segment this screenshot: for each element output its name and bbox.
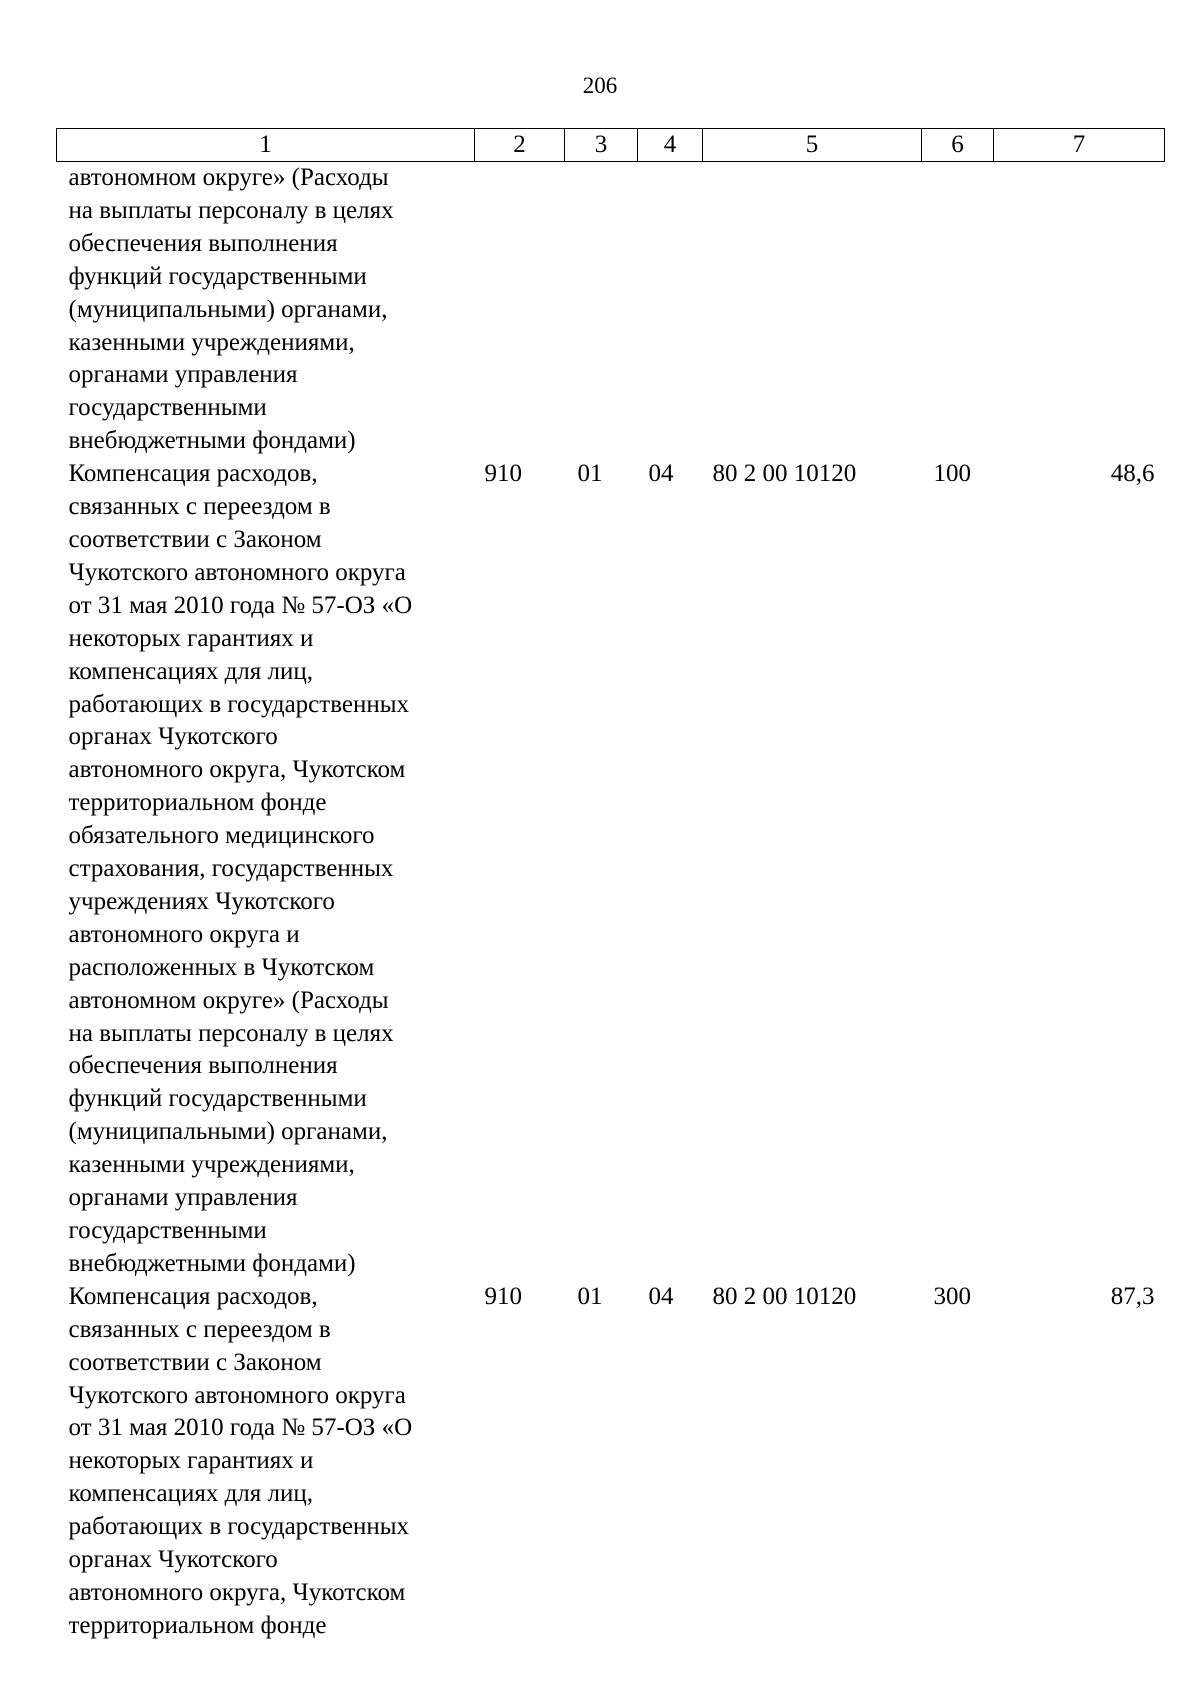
cell-col-4 [638,162,703,459]
description-line: на выплаты персоналу в целях [68,1019,394,1047]
description-line: государственными [68,394,267,422]
header-col-3: 3 [565,129,638,162]
row-description [57,458,475,1281]
description-line: автономного округа и [68,920,300,948]
cell-col-3: 01 [577,1282,603,1310]
description-line: работающих в государственных [68,1513,410,1541]
table-row [57,458,1165,1281]
description-line: территориальном фонде [68,789,327,817]
description-line: казенными учреждениями, [68,1151,355,1179]
description-line: некоторых гарантиях и [68,624,314,652]
header-col-7: 7 [994,129,1165,162]
description-line: функций государственными [68,262,367,290]
cell-col-7: 48,6 [1110,460,1155,488]
description-line: (муниципальными) органами, [68,295,388,323]
budget-table [56,128,1165,1643]
description-line: от 31 мая 2010 года № 57-ОЗ «О [68,591,413,619]
description-line: компенсациях для лиц, [68,1480,314,1508]
description-line: некоторых гарантиях и [68,1447,314,1475]
cell-col-5: 80 2 00 10120 [712,460,857,488]
cell-col-7 [994,162,1165,459]
description-line: Компенсация расходов, [68,460,318,488]
table-header-row [57,129,1165,162]
cell-col-5 [703,162,922,459]
description-line: компенсациях для лиц, [68,657,314,685]
header-col-6: 6 [922,129,994,162]
description-line: органами управления [68,1184,298,1212]
table-row [57,1281,1165,1643]
description-line: Компенсация расходов, [68,1282,318,1310]
cell-col-6 [922,162,994,459]
description-line: автономном округе» (Расходы [68,164,389,191]
page-number: 206 [582,73,618,98]
description-line: соответствии с Законом [68,1348,322,1376]
description-line: территориальном фонде [68,1611,327,1639]
description-line: Чукотского автономного округа [68,1381,406,1409]
description-line: органами управления [68,361,298,389]
cell-col-7: 87,3 [1110,1282,1155,1310]
header-col-5: 5 [703,129,922,162]
header-col-4: 4 [638,129,703,162]
cell-col-4: 04 [648,460,674,488]
cell-col-2 [475,162,565,459]
description-line: связанных с переездом в [68,493,331,521]
description-line: от 31 мая 2010 года № 57-ОЗ «О [68,1414,413,1442]
description-line: на выплаты персоналу в целях [68,196,394,224]
description-line: автономного округа, Чукотском [68,1578,406,1606]
description-line: обязательного медицинского [68,822,375,850]
description-line: (муниципальными) органами, [68,1118,388,1146]
cell-col-4: 04 [648,1282,674,1310]
description-line: автономном округе» (Расходы [68,986,389,1014]
description-line: органах Чукотского [68,723,278,751]
cell-col-2: 910 [484,460,522,488]
description-line: соответствии с Законом [68,525,322,553]
description-line: внебюджетными фондами) [68,427,356,455]
description-line: обеспечения выполнения [68,229,338,257]
description-line: связанных с переездом в [68,1315,331,1343]
description-line: обеспечения выполнения [68,1052,338,1080]
description-line: учреждениях Чукотского [68,887,335,915]
cell-col-6: 300 [933,1282,971,1310]
description-line: функций государственными [68,1085,367,1113]
description-line: казенными учреждениями, [68,328,355,356]
row-description [57,162,475,459]
description-line: автономного округа, Чукотском [68,756,406,784]
description-line: Чукотского автономного округа [68,558,406,586]
description-line: государственными [68,1217,267,1244]
cell-col-3: 01 [577,460,603,488]
description-line: страхования, государственных [68,855,394,883]
header-col-1: 1 [57,129,475,162]
description-line: работающих в государственных [68,690,410,718]
row-description [57,1281,475,1643]
description-line: органах Чукотского [68,1546,278,1574]
header-col-2: 2 [475,129,565,162]
cell-col-2: 910 [484,1282,522,1310]
description-line: расположенных в Чукотском [68,953,375,981]
cell-col-3 [565,162,638,459]
cell-col-5: 80 2 00 10120 [712,1282,857,1310]
table-row [57,162,1165,459]
description-line: внебюджетными фондами) [68,1249,356,1277]
cell-col-6: 100 [933,460,971,488]
